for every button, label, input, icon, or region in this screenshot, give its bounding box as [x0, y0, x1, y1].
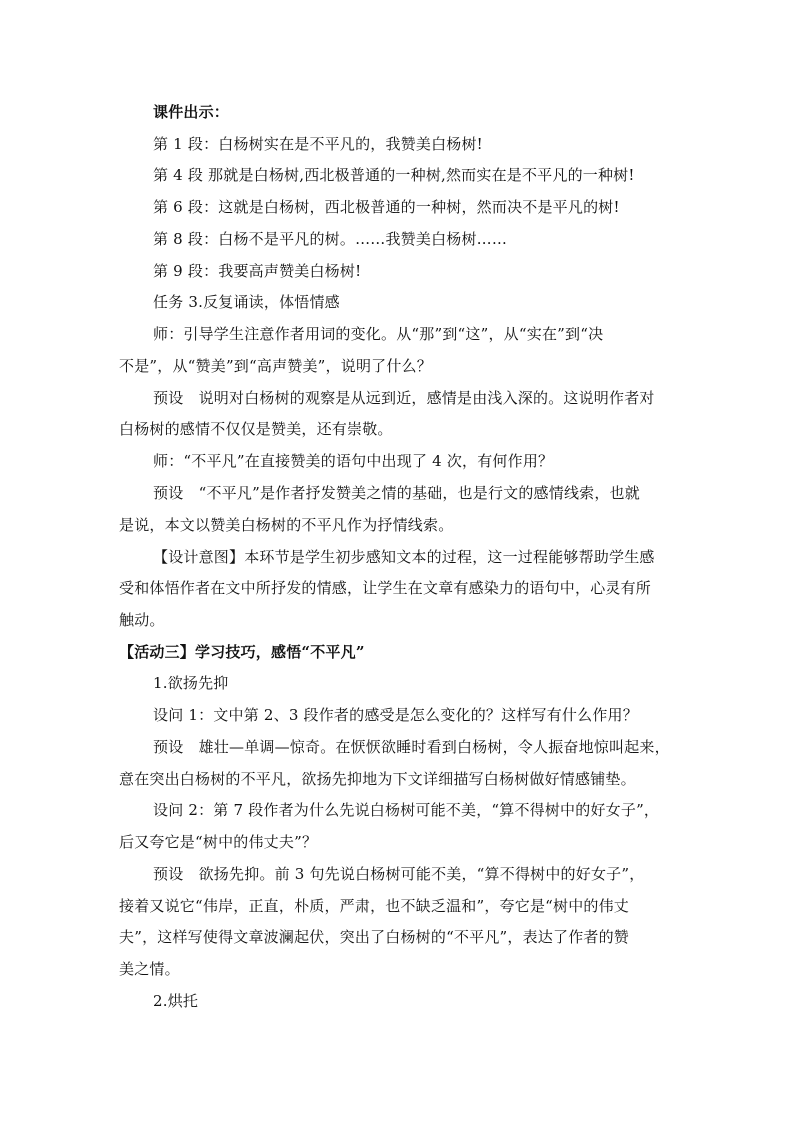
paragraph-quote-9: 第 9 段：我要高声赞美白杨树! — [153, 262, 362, 280]
preset-answer-2-line-1: 预设 “不平凡”是作者抒发赞美之情的基础，也是行文的感情线索，也就 — [153, 484, 640, 502]
teacher-question-1-line-2: 不是”，从“赞美”到“高声赞美”，说明了什么？ — [119, 357, 432, 375]
technique-2-heading: 2.烘托 — [153, 992, 199, 1010]
preset-answer-4-line-3: 夫”，这样写使得文章波澜起伏，突出了白杨树的“不平凡”，表达了作者的赞 — [119, 928, 630, 946]
paragraph-quote-6: 第 6 段：这就是白杨树，西北极普通的一种树，然而决不是平凡的树! — [153, 198, 620, 216]
design-intent-line-2: 受和体悟作者在文中所抒发的情感，让学生在文章有感染力的语句中，心灵有所 — [119, 579, 652, 597]
task-3-heading: 任务 3.反复诵读，体悟情感 — [153, 293, 340, 311]
preset-answer-1-line-1: 预设 说明对白杨树的观察是从远到近，感情是由浅入深的。这说明作者对 — [153, 389, 655, 407]
question-2-line-1: 设问 2：第 7 段作者为什么先说白杨树可能不美，“算不得树中的好女子”， — [153, 801, 660, 819]
technique-1-heading: 1.欲扬先抑 — [153, 674, 229, 692]
preset-answer-4-line-2: 接着又说它“伟岸，正直，朴质，严肃，也不缺乏温和”，夸它是“树中的伟丈 — [119, 897, 630, 915]
preset-answer-4-line-1: 预设 欲扬先抑。前 3 句先说白杨树可能不美，“算不得树中的好女子”， — [153, 865, 645, 883]
question-1: 设问 1：文中第 2、3 段作者的感受是怎么变化的？这样写有什么作用？ — [153, 706, 638, 724]
preset-answer-2-line-2: 是说，本文以赞美白杨树的不平凡作为抒情线索。 — [119, 516, 454, 534]
preset-answer-1-line-2: 白杨树的感情不仅仅是赞美，还有崇敬。 — [119, 420, 393, 438]
paragraph-quote-8: 第 8 段：白杨不是平凡的树。……我赞美白杨树…… — [153, 230, 508, 248]
preset-answer-3-line-2: 意在突出白杨树的不平凡，欲扬先抑地为下文详细描写白杨树做好情感铺垫。 — [119, 770, 636, 788]
paragraph-quote-1: 第 1 段：白杨树实在是不平凡的，我赞美白杨树! — [153, 135, 483, 153]
preset-answer-3-line-1: 预设 雄壮—单调—惊奇。在恹恹欲睡时看到白杨树，令人振奋地惊叫起来， — [153, 738, 670, 756]
paragraph-quote-4: 第 4 段 那就是白杨树,西北极普通的一种树,然而实在是不平凡的一种树! — [153, 166, 635, 184]
courseware-heading: 课件出示： — [153, 103, 230, 121]
question-2-line-2: 后又夸它是“树中的伟丈夫”？ — [119, 833, 318, 851]
design-intent-line-1: 【设计意图】本环节是学生初步感知文本的过程，这一过程能够帮助学生感 — [153, 548, 655, 566]
preset-answer-4-line-4: 美之情。 — [119, 960, 180, 978]
design-intent-line-3: 触动。 — [119, 611, 165, 629]
teacher-question-2: 师：“不平凡”在直接赞美的语句中出现了 4 次，有何作用？ — [153, 452, 554, 470]
activity-3-heading: 【活动三】学习技巧，感悟“不平凡” — [119, 643, 365, 661]
teacher-question-1-line-1: 师：引导学生注意作者用词的变化。从“那”到“这”，从“实在”到“决 — [153, 325, 604, 343]
